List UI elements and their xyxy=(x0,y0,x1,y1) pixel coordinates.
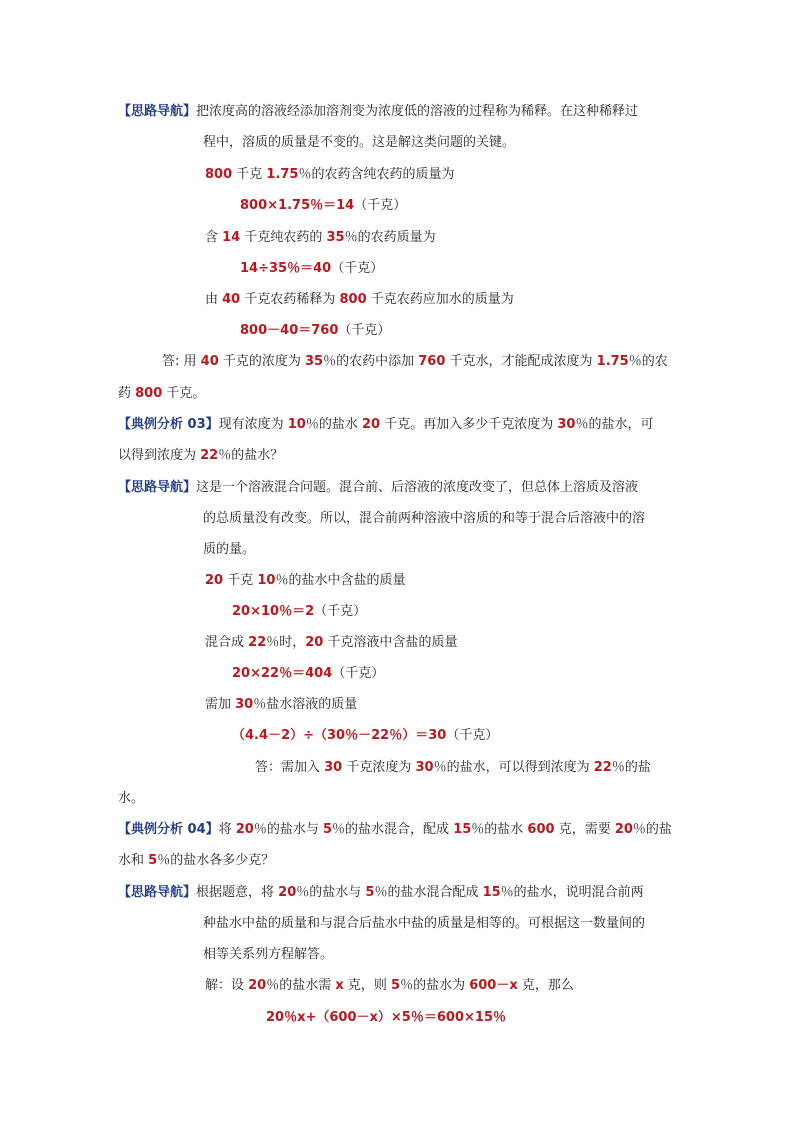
text: 含 xyxy=(205,230,223,245)
number: 5 xyxy=(148,853,158,868)
block2-step2 xyxy=(232,602,366,622)
number: 5 xyxy=(401,1010,411,1025)
text: ％的盐水需 xyxy=(266,978,336,993)
text: 将 xyxy=(218,822,236,837)
text: ％的盐水混合配成 xyxy=(374,885,483,900)
number: 15 xyxy=(474,1010,493,1025)
text: 水和 xyxy=(118,853,149,868)
operator: ＝ xyxy=(298,323,312,338)
text: ％的盐水 xyxy=(471,822,528,837)
number: 10 xyxy=(261,604,280,619)
text: 克，则 xyxy=(343,978,392,993)
block3-step1 xyxy=(205,976,574,996)
unit: （千克） xyxy=(332,666,385,681)
operator: × xyxy=(250,666,261,681)
text: 答：需加入 xyxy=(255,760,325,775)
text: ％的盐水混合，配成 xyxy=(332,822,454,837)
number: 15 xyxy=(482,885,501,900)
number: 20 xyxy=(235,822,254,837)
number: 800 xyxy=(205,167,233,182)
number: 800 xyxy=(240,323,268,338)
block1-step4 xyxy=(240,259,383,279)
block1-line2 xyxy=(203,133,515,153)
block2-step3 xyxy=(205,633,457,653)
number: 1.75 xyxy=(266,167,299,182)
operator: × xyxy=(267,198,279,213)
block1-step6 xyxy=(240,321,390,341)
number: 22 xyxy=(200,448,219,463)
operator: × xyxy=(464,1010,475,1025)
variable: x xyxy=(335,978,344,993)
number: 5 xyxy=(323,822,333,837)
operator: （ xyxy=(232,728,246,743)
number: 20 xyxy=(232,604,251,619)
example03-line2 xyxy=(118,446,283,466)
text: 由 xyxy=(205,292,223,307)
text: ％的盐水 xyxy=(305,417,362,432)
text: 根据题意，将 xyxy=(196,885,279,900)
text: 解：设 xyxy=(205,978,249,993)
operator: ％＝ xyxy=(279,666,306,681)
unit: （千克） xyxy=(331,261,384,276)
section-tag: 【典例分析 03】 xyxy=(118,417,219,432)
operator: ％＝ xyxy=(310,198,337,213)
block2-line3 xyxy=(203,540,255,560)
operator: ％ xyxy=(493,1010,507,1025)
number: 600 xyxy=(469,978,497,993)
text: 千克农药应加水的质量为 xyxy=(366,292,514,307)
paragraph-text: 的总质量没有改变。所以，混合前两种溶液中溶质的和等于混合后溶液中的溶 xyxy=(203,511,646,526)
number: 22 xyxy=(261,666,280,681)
example04-line2 xyxy=(118,851,274,871)
text: 千克水，才能配成浓度为 xyxy=(445,354,597,369)
text: 千克。再加入多少千克浓度为 xyxy=(380,417,558,432)
text: 水。 xyxy=(118,791,145,806)
number: 22 xyxy=(248,635,267,650)
operator: ÷ xyxy=(258,261,269,276)
block1-step5 xyxy=(205,290,514,310)
text: ％的盐水各多少克？ xyxy=(157,853,275,868)
text: 答: 用 xyxy=(162,354,201,369)
text: ％的农药含纯农药的质量为 xyxy=(298,167,455,182)
text: 需加 xyxy=(205,697,236,712)
block1-answer-line2 xyxy=(118,384,205,404)
text: ％的盐水中含盐的质量 xyxy=(275,573,406,588)
section-tag: 【思路导航】 xyxy=(118,104,197,119)
block2-step6 xyxy=(232,726,498,746)
text: ％的盐水与 xyxy=(253,822,323,837)
text: ％的农药质量为 xyxy=(344,230,436,245)
number: 10 xyxy=(257,573,276,588)
paragraph-text: 这是一个溶液混合问题。混合前、后溶液的浓度改变了，但总体上溶质及溶液 xyxy=(196,480,639,495)
text: 千克 xyxy=(223,573,258,588)
block3-line2 xyxy=(203,914,645,934)
operator: × xyxy=(250,604,261,619)
unit: （千克） xyxy=(314,604,367,619)
number: 35 xyxy=(326,230,345,245)
section-tag: 【思路导航】 xyxy=(118,480,197,495)
number: 30 xyxy=(235,697,254,712)
operator: ％－ xyxy=(345,728,372,743)
number: 5 xyxy=(365,885,375,900)
text: ％的盐水，说明混合前两 xyxy=(500,885,644,900)
block1-step1 xyxy=(205,165,455,185)
paragraph-text: 种盐水中盐的质量和与混合后盐水中盐的质量是相等的。可根据这一数量间的 xyxy=(203,916,646,931)
operator: － xyxy=(496,978,510,993)
number: 30 xyxy=(415,760,434,775)
number: 20 xyxy=(614,822,633,837)
operator: ％x+（ xyxy=(284,1010,330,1025)
block1-step3 xyxy=(205,228,436,248)
text: ％时， xyxy=(266,635,306,650)
number: 800 xyxy=(339,292,367,307)
unit: （千克） xyxy=(446,728,499,743)
text: ％的盐 xyxy=(632,822,672,837)
unit: （千克） xyxy=(338,323,391,338)
block2-step4 xyxy=(232,664,384,684)
text: 千克浓度为 xyxy=(342,760,416,775)
operator: ％＝ xyxy=(410,1010,437,1025)
text: 以得到浓度为 xyxy=(118,448,201,463)
text: ％的盐水，可以得到浓度为 xyxy=(433,760,594,775)
number: 600 xyxy=(329,1010,357,1025)
text: 克，需要 xyxy=(554,822,615,837)
number: 14 xyxy=(222,230,241,245)
number: 20 xyxy=(248,978,267,993)
number: 14 xyxy=(240,261,259,276)
number: 4.4 xyxy=(245,728,269,743)
paragraph-text: 把浓度高的溶液经添加溶剂变为浓度低的溶液的过程称为稀释。在这种稀释过 xyxy=(196,104,639,119)
number: 2 xyxy=(281,728,291,743)
number: 800 xyxy=(135,386,163,401)
number: 1.75 xyxy=(278,198,311,213)
number: 35 xyxy=(269,261,288,276)
paragraph-text: 相等关系列方程解答。 xyxy=(203,947,334,962)
text: ％的盐水为 xyxy=(400,978,470,993)
example03-line1 xyxy=(118,415,653,435)
text: 克，那么 xyxy=(517,978,574,993)
text: 千克农药稀释为 xyxy=(240,292,340,307)
number: 40 xyxy=(222,292,241,307)
text: ％的盐水与 xyxy=(296,885,366,900)
block3-equation xyxy=(266,1008,506,1028)
block2-step5 xyxy=(205,695,357,715)
block3-line3 xyxy=(203,945,333,965)
text: ％的盐 xyxy=(611,760,651,775)
number: 40 xyxy=(200,354,219,369)
number: 20 xyxy=(205,573,224,588)
text: 混合成 xyxy=(205,635,249,650)
operator: －x）× xyxy=(356,1010,402,1025)
block1-answer-line1 xyxy=(162,352,668,372)
block2-step1 xyxy=(205,571,405,591)
section-tag: 【思路导航】 xyxy=(118,885,197,900)
text: ％的农药中添加 xyxy=(323,354,419,369)
number: 30 xyxy=(428,728,447,743)
number: 600 xyxy=(436,1010,464,1025)
number: 35 xyxy=(305,354,324,369)
number: 30 xyxy=(324,760,343,775)
text: ％的盐水？ xyxy=(218,448,284,463)
unit: （千克） xyxy=(354,198,407,213)
text: 千克溶液中含盐的质量 xyxy=(323,635,458,650)
text: 千克的浓度为 xyxy=(218,354,306,369)
operator: ％＝ xyxy=(287,261,314,276)
block2-line2 xyxy=(203,509,645,529)
number: 2 xyxy=(305,604,315,619)
text: 千克。 xyxy=(162,386,206,401)
number: 760 xyxy=(311,323,339,338)
example04-line1 xyxy=(118,820,672,840)
number: 5 xyxy=(391,978,401,993)
number: 600 xyxy=(527,822,555,837)
number: 20 xyxy=(362,417,381,432)
number: 30 xyxy=(327,728,346,743)
number: 10 xyxy=(287,417,306,432)
number: 40 xyxy=(313,261,332,276)
number: 20 xyxy=(232,666,251,681)
block1-line1 xyxy=(118,102,638,122)
block2-answer-line2 xyxy=(118,789,144,809)
text: ％盐水溶液的质量 xyxy=(253,697,358,712)
number: 22 xyxy=(371,728,390,743)
operator: － xyxy=(268,728,282,743)
number: 22 xyxy=(593,760,612,775)
number: 20 xyxy=(266,1010,285,1025)
number: 40 xyxy=(280,323,299,338)
operator: ％）＝ xyxy=(389,728,429,743)
text: ％的盐水，可 xyxy=(575,417,654,432)
operator: ％＝ xyxy=(279,604,306,619)
paragraph-text: 质的量。 xyxy=(203,542,256,557)
number: 15 xyxy=(453,822,472,837)
section-tag: 【典例分析 04】 xyxy=(118,822,219,837)
text: 药 xyxy=(118,386,136,401)
variable: x xyxy=(509,978,518,993)
block2-answer-line1 xyxy=(255,758,651,778)
operator: － xyxy=(267,323,281,338)
text: 千克 xyxy=(232,167,267,182)
number: 760 xyxy=(418,354,446,369)
text: ％的农 xyxy=(628,354,668,369)
text: 现有浓度为 xyxy=(218,417,288,432)
block3-line1 xyxy=(118,883,644,903)
block2-line1 xyxy=(118,478,638,498)
block1-step2 xyxy=(240,196,406,216)
number: 20 xyxy=(278,885,297,900)
number: 20 xyxy=(305,635,324,650)
number: 800 xyxy=(240,198,268,213)
number: 404 xyxy=(305,666,333,681)
number: 14 xyxy=(336,198,355,213)
number: 1.75 xyxy=(596,354,629,369)
text: 千克纯农药的 xyxy=(240,230,327,245)
operator: ）÷（ xyxy=(290,728,328,743)
paragraph-text: 程中，溶质的质量是不变的。这是解这类问题的关键。 xyxy=(203,135,516,150)
number: 30 xyxy=(557,417,576,432)
